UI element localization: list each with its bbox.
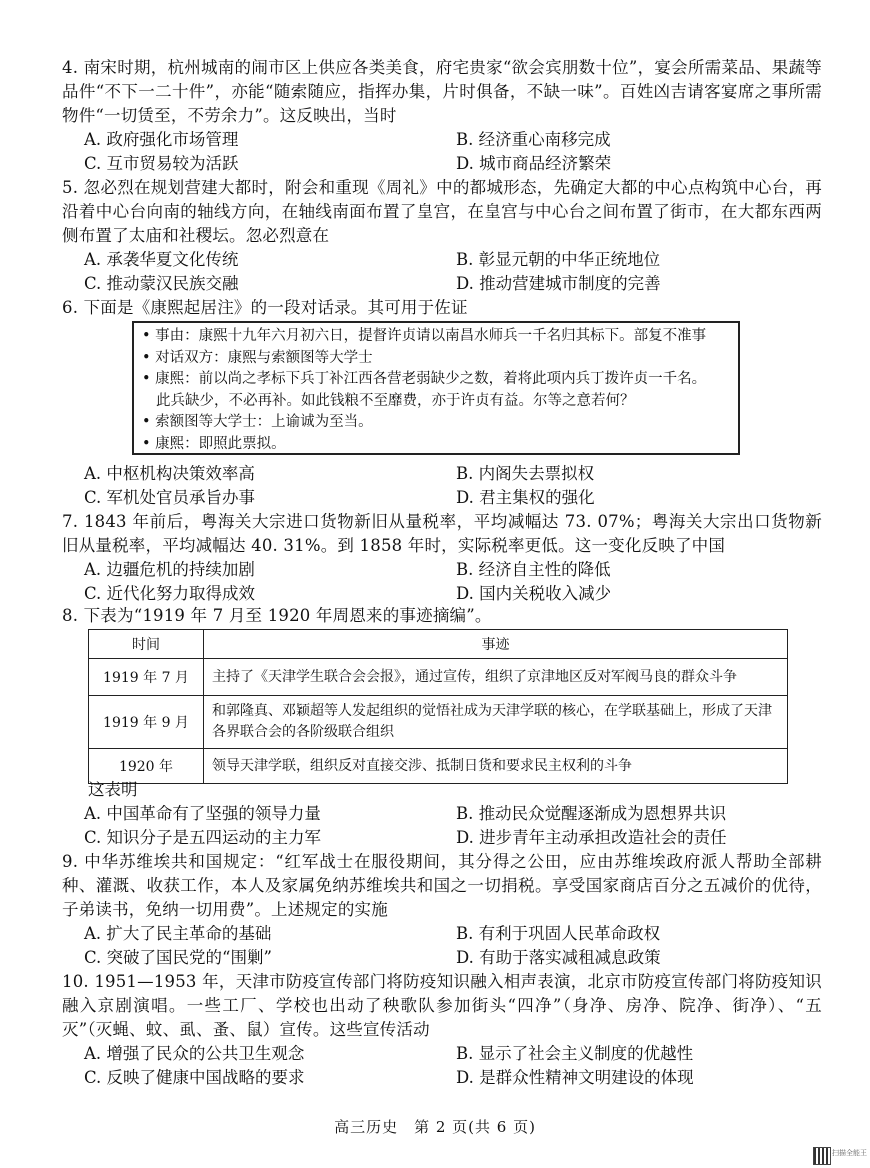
- dialogue-line: 此兵缺少，不必再补。如此钱粮不至靡费，亦于许贞有益。尔等之意若何？: [156, 392, 635, 409]
- option-b: B. 推动民众觉醒逐渐成为恩想界共识: [456, 804, 727, 823]
- option-d: D. 进步青年主动承担改造社会的责任: [456, 828, 727, 847]
- question-7: [62, 510, 822, 606]
- scanner-watermark: 扫描全能王: [832, 1149, 867, 1157]
- option-d: D. 推动营建城市制度的完善: [456, 274, 661, 293]
- option-c: C. 反映了健康中国战略的要求: [84, 1068, 305, 1087]
- option-c: C. 知识分子是五四运动的主力军: [84, 828, 322, 847]
- dialogue-box: [132, 321, 740, 455]
- question-9: [62, 850, 822, 970]
- page-footer: 高三历史 第 2 页(共 6 页): [334, 1118, 536, 1136]
- event-cell: 领导天津学联，组织反对直接交涉、抵制日货和要求民主权利的斗争: [204, 749, 788, 784]
- option-c: C. 近代化努力取得成效: [84, 584, 256, 603]
- time-cell: 1919 年 9 月: [89, 696, 204, 749]
- question-8-conclusion: 这表明: [88, 780, 138, 799]
- option-a: A. 扩大了民主革命的基础: [84, 924, 272, 943]
- question-4-options: [84, 128, 822, 176]
- question-6-stem: 6. 下面是《康熙起居注》的一段对话录。其可用于佐证: [62, 298, 468, 317]
- question-9-stem: 9. 中华苏维埃共和国规定：“红军战士在服役期间，其分得之公田，应由苏维埃政府派人帮助全部耕种、灌溉、收获工作，本人及家属免纳苏维埃共和国之一切捐税。享受国家商店百分之五减价的优待，子弟读书，免纳一切用费”。上述规定的实施: [62, 852, 822, 919]
- question-6-options: [84, 462, 822, 510]
- question-10-stem: 10. 1951—1953 年，天津市防疫宣传部门将防疫知识融入相声表演，北京市防疫宣传部门将防疫知识融入京剧演唱。一些工厂、学校也出动了秧歌队参加街头“四净”（身净、房净、院净、街净）、“五灭”（灭蝇、蚊、虱、蚤、鼠）宣传。这些宣传活动: [62, 972, 822, 1039]
- option-a: A. 中国革命有了坚强的领导力量: [84, 804, 321, 823]
- event-cell: 主持了《天津学生联合会会报》，通过宣传，组织了京津地区反对军阀马良的群众斗争: [204, 659, 788, 696]
- event-cell: 和郭隆真、邓颖超等人发起组织的觉悟社成为天津学联的核心，在学联基础上，形成了天津各界联合会的各阶级联合组织: [204, 696, 788, 749]
- option-b: B. 经济自主性的降低: [456, 560, 611, 579]
- column-header-event: 事迹: [204, 630, 788, 659]
- table-row: [89, 659, 788, 696]
- question-10: [62, 970, 822, 1090]
- option-b: B. 彰显元朝的中华正统地位: [456, 250, 661, 269]
- option-b: B. 内阁失去票拟权: [456, 464, 595, 483]
- option-a: A. 边疆危机的持续加剧: [84, 560, 255, 579]
- option-b: B. 经济重心南移完成: [456, 130, 611, 149]
- option-a: A. 中枢机构决策效率高: [84, 464, 255, 483]
- question-9-options: [84, 922, 822, 970]
- option-a: A. 增强了民众的公共卫生观念: [84, 1044, 305, 1063]
- question-6-options-wrap: [62, 462, 822, 510]
- option-d: D. 国内关税收入减少: [456, 584, 612, 603]
- question-8-options: [84, 802, 822, 850]
- question-7-options: [84, 558, 822, 606]
- question-8: [62, 604, 822, 628]
- question-6: [62, 296, 822, 320]
- dialogue-line: • 事由：康熙十九年六月初六日，提督许贞请以南昌水师兵一千名归其标下。部复不准事: [142, 328, 707, 344]
- qr-code-icon: [813, 1147, 831, 1165]
- dialogue-line: • 对话双方：康熙与索额图等大学士: [142, 349, 373, 366]
- question-8-after: [62, 778, 822, 850]
- question-4: [62, 56, 822, 176]
- question-5: [62, 176, 822, 296]
- option-d: D. 是群众性精神文明建设的体现: [456, 1068, 694, 1087]
- option-b: B. 有利于巩固人民革命政权: [456, 924, 661, 943]
- option-a: A. 承袭华夏文化传统: [84, 250, 239, 269]
- table-row: [89, 696, 788, 749]
- question-8-stem: 8. 下表为“1919 年 7 月至 1920 年周恩来的事迹摘编”。: [62, 606, 492, 625]
- time-cell: 1919 年 7 月: [89, 659, 204, 696]
- dialogue-line: • 康熙：前以尚之孝标下兵丁补江西各营老弱缺少之数，着将此项内兵丁拨许贞一千名。: [142, 371, 707, 387]
- events-table: [88, 629, 788, 784]
- dialogue-line: • 康熙：即照此票拟。: [142, 435, 286, 452]
- option-c: C. 突破了国民党的“围剿”: [84, 948, 272, 967]
- option-c: C. 军机处官员承旨办事: [84, 488, 256, 507]
- question-7-stem: 7. 1843 年前后，粤海关大宗进口货物新旧从量税率，平均减幅达 73. 07%；粤海关大宗出口货物新旧从量税率，平均减幅达 40. 31%。到 1858 年时，实际税率更低。这一变化反映了中国: [62, 512, 822, 555]
- option-c: C. 推动蒙汉民族交融: [84, 274, 239, 293]
- time-cell: 1920 年: [89, 749, 204, 784]
- table-header-row: [89, 630, 788, 659]
- question-10-options: [84, 1042, 822, 1090]
- option-c: C. 互市贸易较为活跃: [84, 154, 239, 173]
- option-d: D. 有助于落实减租减息政策: [456, 948, 661, 967]
- option-d: D. 城市商品经济繁荣: [456, 154, 612, 173]
- question-5-stem: 5. 忽必烈在规划营建大都时，附会和重现《周礼》中的都城形态，先确定大都的中心点构筑中心台，再沿着中心台向南的轴线方向，在轴线南面布置了皇宫，在皇宫与中心台之间布置了街市，在大都东西两侧布置了太庙和社稷坛。忽必烈意在: [62, 178, 822, 245]
- option-a: A. 政府强化市场管理: [84, 130, 239, 149]
- question-5-options: [84, 248, 822, 296]
- column-header-time: 时间: [89, 630, 204, 659]
- option-b: B. 显示了社会主义制度的优越性: [456, 1044, 694, 1063]
- dialogue-line: • 索额图等大学士：上谕诚为至当。: [142, 414, 373, 430]
- question-4-stem: 4. 南宋时期，杭州城南的闹市区上供应各类美食，府宅贵家“欲会宾朋数十位”，宴会所需菜品、果蔬等品件“不下一二十件”，亦能“随索随应，指挥办集，片时俱备，不缺一味”。百姓凶吉请客宴席之事所需物件“一切赁至，不劳余力”。这反映出，当时: [62, 58, 822, 125]
- option-d: D. 君主集权的强化: [456, 488, 595, 507]
